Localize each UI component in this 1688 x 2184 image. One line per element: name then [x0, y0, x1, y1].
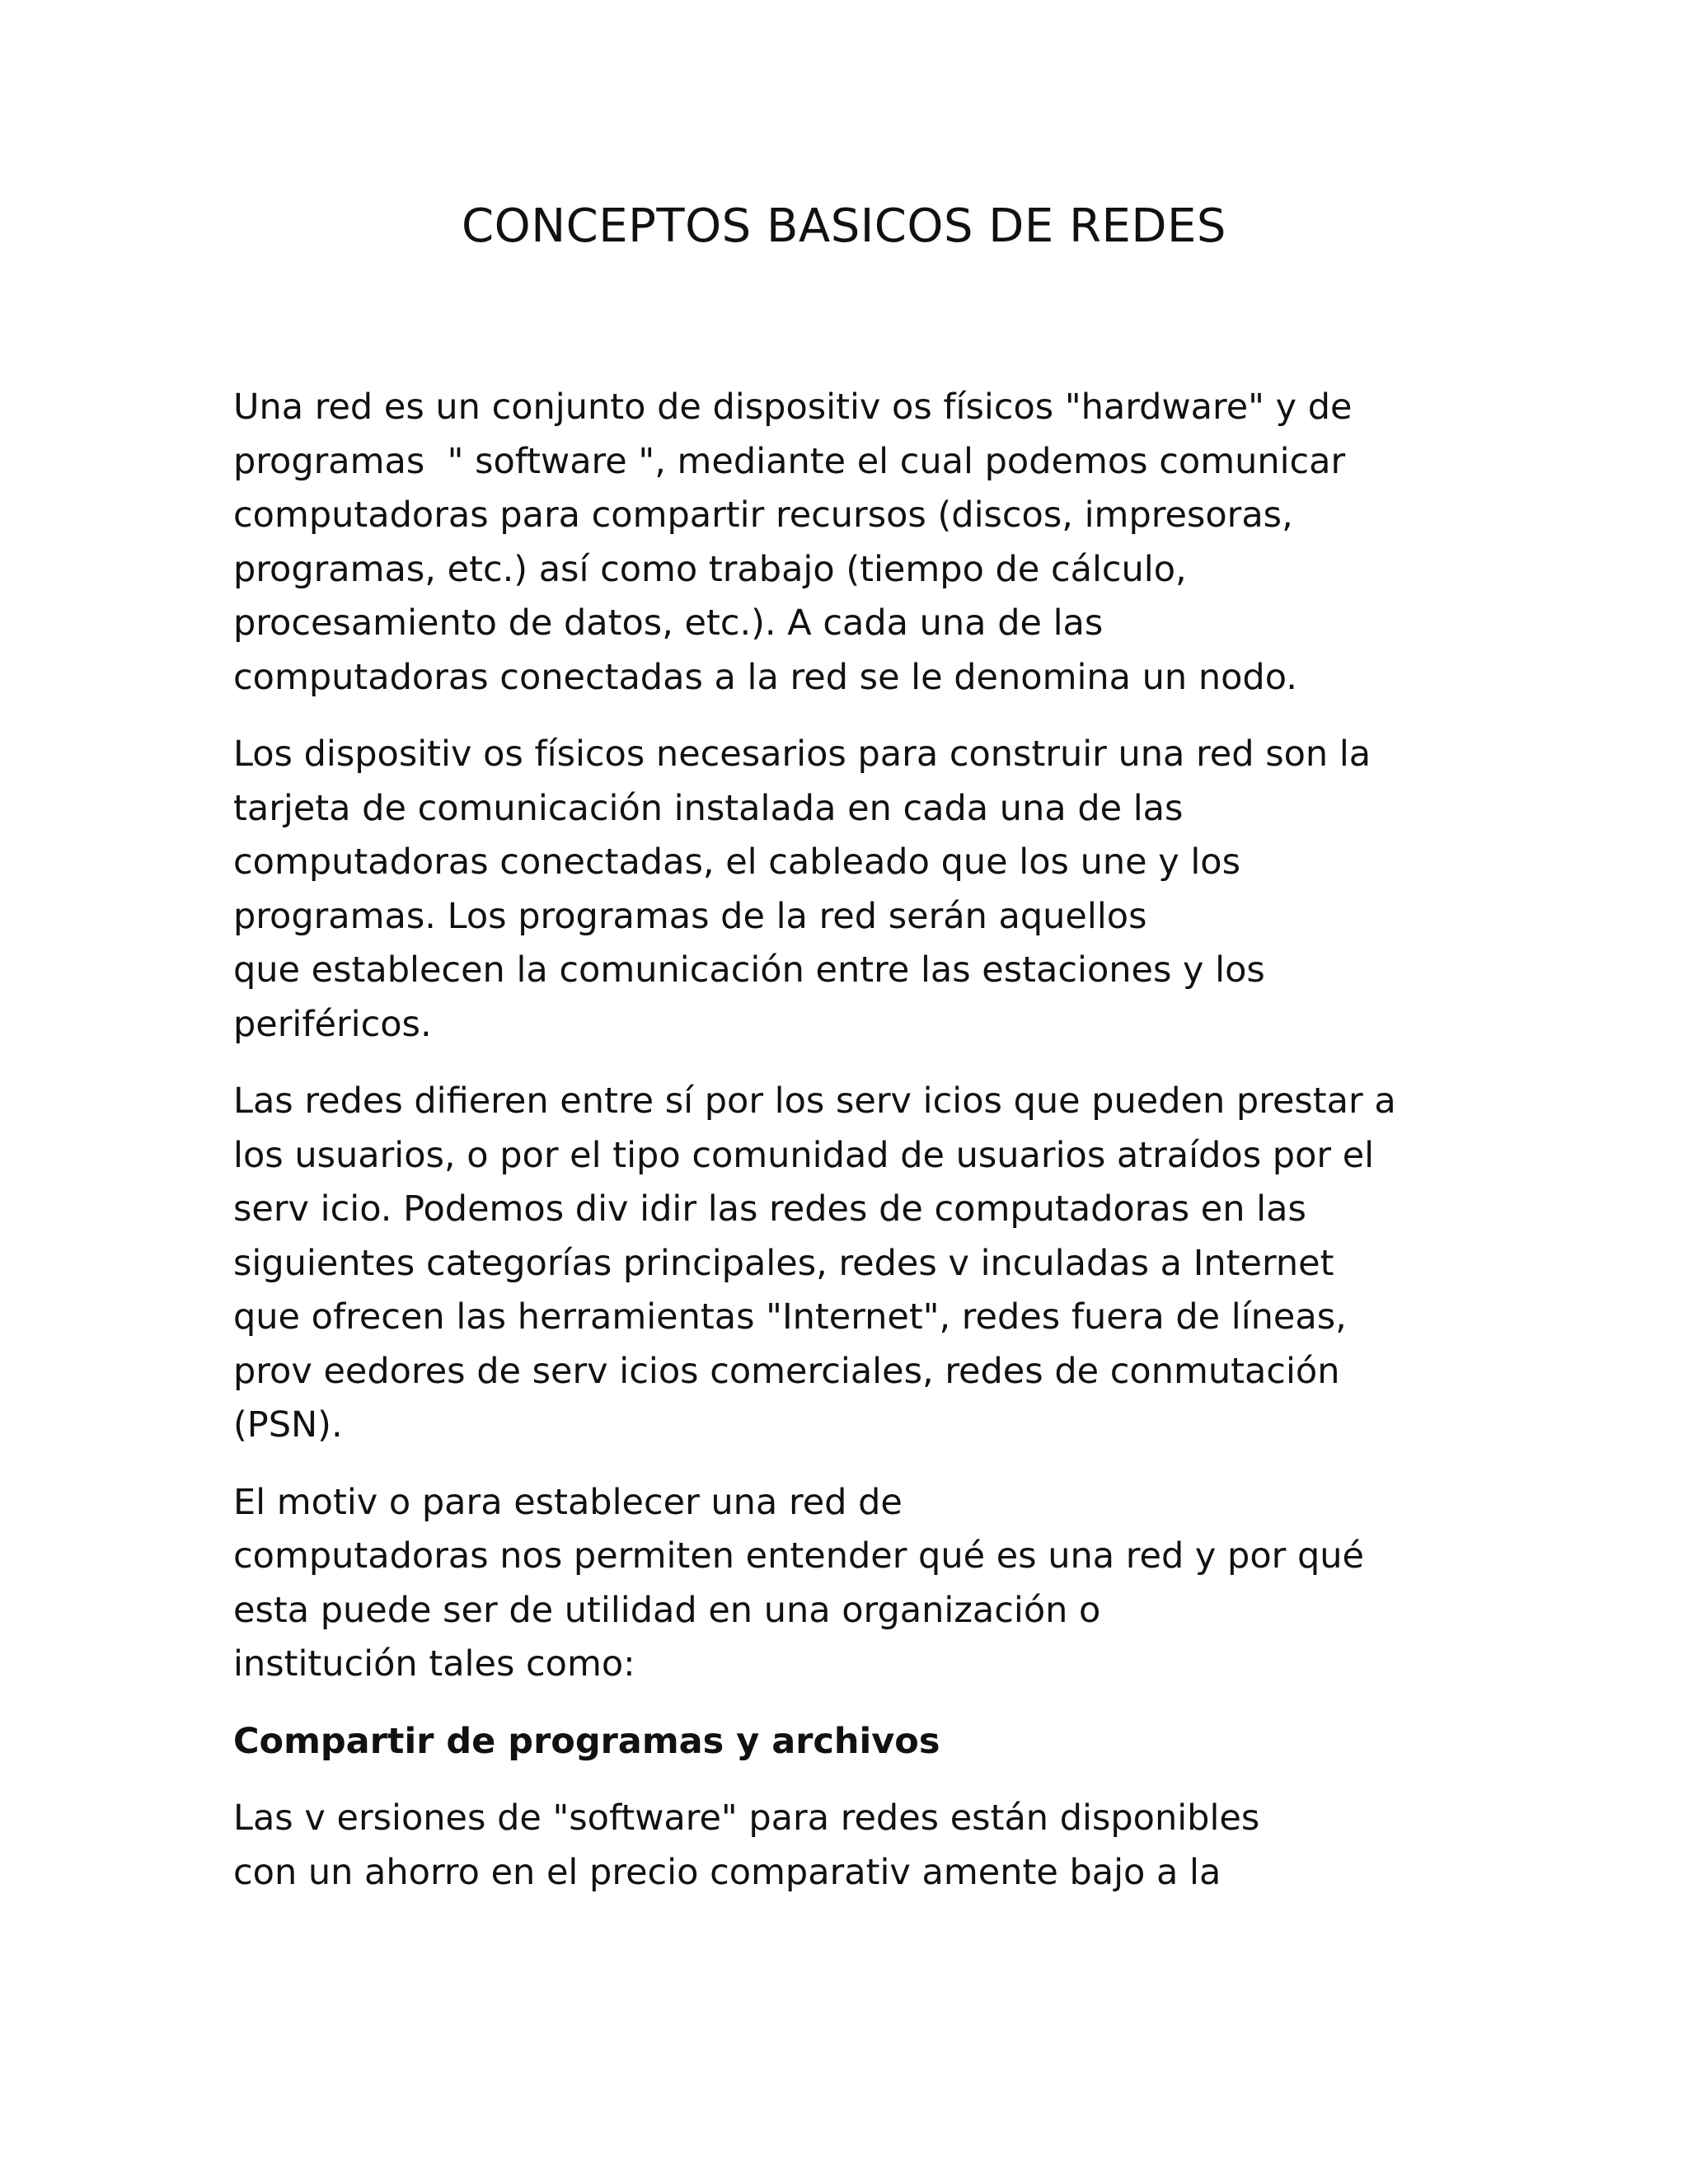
paragraph-physical-devices [233, 728, 1470, 1052]
paragraph-network-categories [233, 1075, 1470, 1453]
document-title: CONCEPTOS BASICOS DE REDES [462, 199, 1226, 253]
text-line: que establecen la comunicación entre las estaciones y los [233, 949, 1265, 991]
paragraph-network-definition [233, 381, 1470, 705]
text-line: los usuarios, o por el tipo comunidad de usuarios atraídos por el [233, 1134, 1375, 1176]
text-line: con un ahorro en el precio comparativ amente bajo a la [233, 1851, 1221, 1893]
text-line: programas. Los programas de la red serán aquellos [233, 895, 1147, 937]
document-body [233, 381, 1470, 1923]
text-line: computadoras nos permiten entender qué es una red y por qué [233, 1535, 1364, 1577]
text-line: procesamiento de datos, etc.). A cada una de las [233, 602, 1104, 644]
text-line: (PSN). [233, 1404, 343, 1446]
text-line: computadoras para compartir recursos (discos, impresoras, [233, 494, 1293, 536]
text-line: serv icio. Podemos div idir las redes de computadoras en las [233, 1188, 1306, 1230]
text-line: El motiv o para establecer una red de [233, 1481, 903, 1523]
text-line: programas, etc.) así como trabajo (tiempo de cálculo, [233, 548, 1187, 590]
text-line: computadoras conectadas, el cableado que los une y los [233, 841, 1240, 883]
text-line: prov eedores de serv icios comerciales, redes de conmutación [233, 1350, 1340, 1392]
paragraph-software-versions [233, 1792, 1470, 1900]
paragraph-network-motive [233, 1476, 1470, 1692]
section-heading: Compartir de programas y archivos [233, 1720, 940, 1762]
text-line: Una red es un conjunto de dispositiv os físicos "hardware" y de [233, 387, 1353, 428]
text-line: que ofrecen las herramientas "Internet", redes fuera de líneas, [233, 1296, 1347, 1338]
text-line: siguientes categorías principales, redes v inculadas a Internet [233, 1242, 1334, 1284]
text-line: Las v ersiones de "software" para redes están disponibles [233, 1797, 1260, 1839]
text-line: tarjeta de comunicación instalada en cada una de las [233, 787, 1184, 829]
text-line: programas " software ", mediante el cual podemos comunicar [233, 440, 1346, 482]
text-line: institución tales como: [233, 1643, 635, 1685]
text-line: Las redes difieren entre sí por los serv icios que pueden prestar a [233, 1080, 1396, 1122]
text-line: computadoras conectadas a la red se le denomina un nodo. [233, 656, 1297, 698]
text-line: periféricos. [233, 1003, 432, 1045]
text-line: esta puede ser de utilidad en una organización o [233, 1589, 1101, 1631]
text-line: Los dispositiv os físicos necesarios para construir una red son la [233, 733, 1372, 775]
